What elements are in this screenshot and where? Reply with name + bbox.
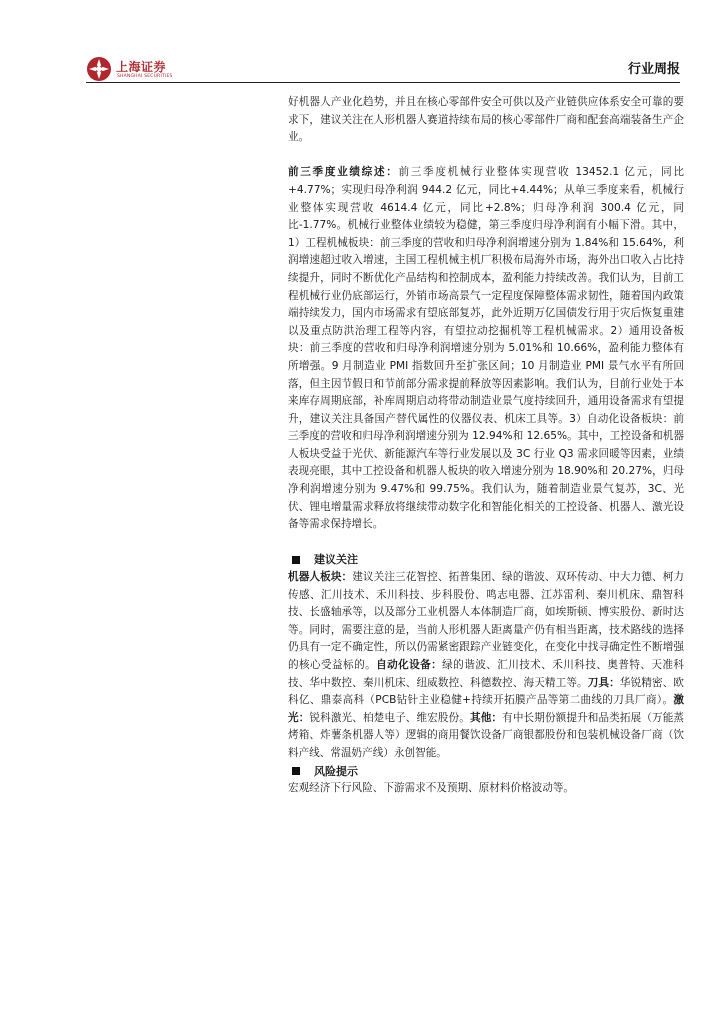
- automation-text: 绿的谐波、汇川技术、禾川科技、奥普特、天准科技、华中数控、秦川机床、纽威数控、科德数控、海天精工等。: [288, 659, 685, 689]
- tools-heading: 刀具：: [587, 676, 620, 689]
- recommendations-paragraph: [288, 569, 684, 763]
- earnings-review-paragraph: [288, 164, 684, 533]
- page-header: [0, 0, 724, 90]
- tools-text: 华锐精密、欧科亿、鼎泰高科（PCB钻针主业稳健+持续开拓膜产品等第二曲线的刀具厂商）。: [288, 676, 685, 707]
- earnings-review-heading: 前三季度业绩综述：: [288, 166, 399, 179]
- robot-sector-text: 建议关注三花智控、拓普集团、绿的谐波、双环传动、中大力德、柯力传感、汇川技术、禾川科技、步科股份、鸣志电器、江苏雷利、秦川机床、鼎智科技、长盛轴承等，以及部分工业机器人本体制造厂商，如埃斯顿、博实股份、新时达等。同时，需要注意的是，当前人形机器人距离量产仍有相当距离，技术路线的选择仍具有一定不确定性，所以仍需紧密跟踪产业链变化，在变化中找寻确定性不断增强的核心受益标的。: [288, 571, 684, 671]
- logo-english-name: SHANGHAI SECURITIES: [117, 74, 173, 79]
- section-title: 建议关注: [314, 553, 358, 567]
- report-type-label: 行业周报: [627, 62, 680, 77]
- section-heading-recommendations: [288, 551, 684, 569]
- other-heading: 其他：: [470, 711, 503, 724]
- earnings-review-text: 前三季度机械行业整体实现营收 13452.1 亿元，同比+4.77%；实现归母净利润 944.2 亿元，同比+4.44%；从单三季度来看，机械行业整体实现营收 4614.4 亿元，同比+2.8%；归母净利润 300.4 亿元，同比-1.77%。机械行业整体业绩较为稳健，第三季度归母净利润有小幅下滑。其中，1）工程机械板块：前三季度的营收和归母净利润增速分别为 1.84%和 15.64%，利润增速超过收入增速，主国工程机械主机厂积极布局海外市场，海外出口收入占比持续提升，同时不断优化产品结构和控制成本，盈利能力持续改善。我们认为，目前工程机械行业仍底部运行，外销市场高景气一定程度保障整体需求韧性，随着国内政策端持续发力，国内市场需求有望底部复苏，此外近期万亿国债发行用于灾后恢复重建以及重点防洪治理工程等内容，有望拉动挖掘机等工程机械需求。2）通用设备板块：前三季度的营收和归母净利润增速分别为 5.01%和 10.66%，盈利能力整体有所增强。9 月制造业 PMI 指数回升至扩张区间；10 月制造业 PMI 景气水平有所回落，但主因节假日和节前部分需求提前释放等因素影响。我们认为，目前行业处于本来库存周期底部，补库周期启动将带动制造业景气度持续回升，通用设备需求有望提升，建议关注具备国产替代属性的仪器仪表、机床工具等。3）自动化设备板块：前三季度的营收和归母净利润增速分别为 12.94%和 12.65%。其中，工控设备和机器人板块受益于光伏、新能源汽车等行业发展以及 3C 行业 Q3 需求回暖等因素，业绩表现亮眼，其中工控设备和机器人板块的收入增速分别为 18.90%和 20.27%，归母净利润增速分别为 9.47%和 99.75%。我们认为，随着制造业景气复苏，3C、光伏、锂电增量需求释放将继续带动数字化和智能化相关的工控设备、机器人、激光设备等需求保持增长。: [288, 166, 684, 531]
- logo-emblem-icon: [86, 56, 112, 82]
- company-logo: [86, 56, 186, 88]
- paragraph-spacer: [288, 534, 684, 552]
- other-text: 有中长期份额提升和品类拓展（万能蒸烤箱、炸薯条机器人等）逻辑的商用餐饮设备厂商银都股份和包装机械设备厂商（饮料产线、常温奶产线）永创智能。: [288, 711, 685, 759]
- laser-text: 锐科激光、柏楚电子、维宏股份。: [309, 711, 471, 724]
- square-bullet-icon: [292, 767, 300, 775]
- square-bullet-icon: [292, 556, 300, 564]
- logo-chinese-name: 上海证券: [116, 60, 167, 74]
- section-heading-risks: [288, 763, 684, 781]
- automation-heading: 自动化设备：: [376, 659, 443, 671]
- laser-heading: 激光：: [288, 694, 684, 724]
- risks-paragraph: 宏观经济下行风险、下游需求不及预期、原材料价格波动等。: [288, 782, 575, 795]
- report-body: [288, 94, 684, 798]
- intro-paragraph: 好机器人产业化趋势，并且在核心零部件安全可供以及产业链供应体系安全可靠的要求下，建议关注在人形机器人赛道持续布局的核心零部件厂商和配套高端装备生产企业。: [288, 96, 684, 144]
- paragraph-spacer: [288, 147, 684, 165]
- header-divider: [86, 82, 680, 83]
- section-title: 风险提示: [314, 764, 358, 778]
- robot-sector-heading: 机器人板块：: [288, 571, 353, 584]
